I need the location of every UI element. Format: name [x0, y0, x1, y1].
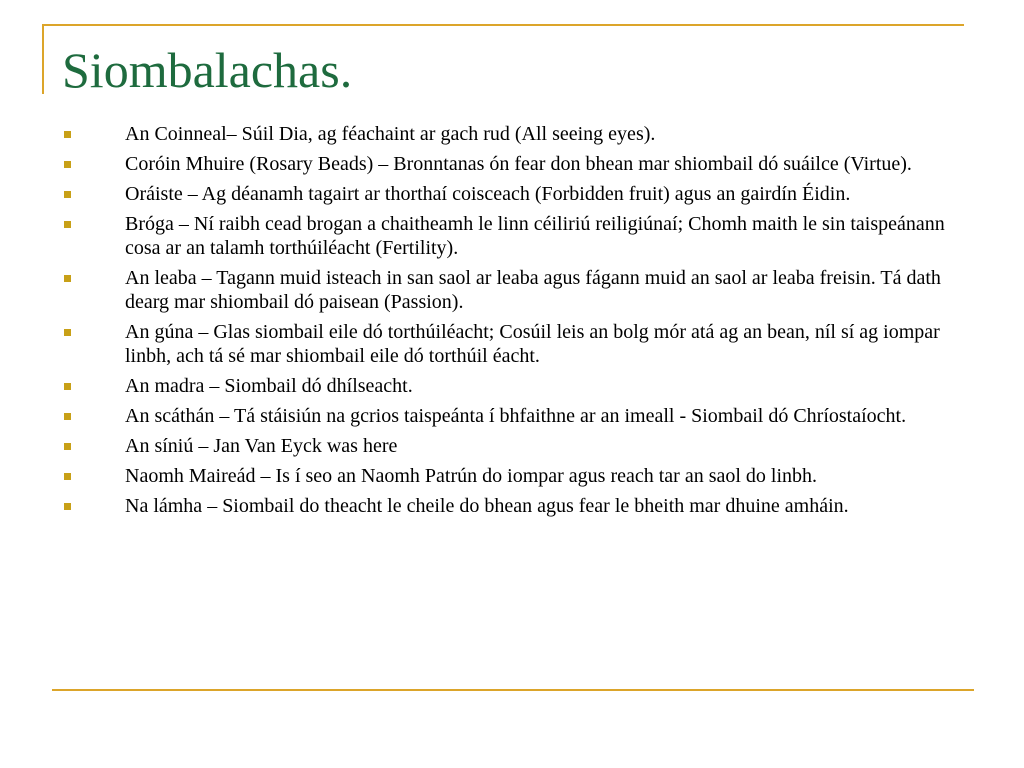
bullet-item	[62, 152, 972, 176]
square-bullet-icon	[64, 275, 71, 282]
square-bullet-icon	[64, 383, 71, 390]
bullet-text: An gúna – Glas siombail eile dó torthúiléacht; Cosúil leis an bolg mór atá ag an bean, níl sí ag iompar linbh, ach tá sé mar shiombail eile dó torthúil éacht.	[125, 321, 940, 367]
square-bullet-icon	[64, 503, 71, 510]
bullet-text: An síniú – Jan Van Eyck was here	[125, 435, 398, 457]
bullet-item	[62, 212, 972, 260]
bullet-text: An Coinneal– Súil Dia, ag féachaint ar gach rud (All seeing eyes).	[125, 123, 656, 145]
bullet-item	[62, 266, 972, 314]
bullet-text: Naomh Maireád – Is í seo an Naomh Patrún do iompar agus reach tar an saol do linbh.	[125, 465, 818, 487]
bullet-text: An madra – Siombail dó dhílseacht.	[125, 375, 413, 397]
square-bullet-icon	[64, 413, 71, 420]
bullet-item	[62, 182, 972, 206]
bullet-item	[62, 464, 972, 488]
bullet-text: Na lámha – Siombail do theacht le cheile do bhean agus fear le bheith mar dhuine amháin.	[125, 495, 849, 517]
bullet-text: An scáthán – Tá stáisiún na gcrios taispeánta í bhfaithne ar an imeall - Siombail dó Chríostaíocht.	[125, 405, 907, 427]
square-bullet-icon	[64, 161, 71, 168]
slide-title: Siombalachas.	[62, 42, 353, 98]
bottom-rule	[52, 689, 974, 691]
bullet-item	[62, 494, 972, 518]
square-bullet-icon	[64, 131, 71, 138]
bullet-text: Oráiste – Ag déanamh tagairt ar thorthaí coisceach (Forbidden fruit) agus an gairdín Éidin.	[125, 183, 851, 205]
bullet-item	[62, 404, 972, 428]
square-bullet-icon	[64, 221, 71, 228]
left-rule	[42, 24, 44, 94]
square-bullet-icon	[64, 329, 71, 336]
top-rule	[42, 24, 964, 26]
square-bullet-icon	[64, 191, 71, 198]
square-bullet-icon	[64, 473, 71, 480]
square-bullet-icon	[64, 443, 71, 450]
bullet-item	[62, 122, 972, 146]
bullet-item	[62, 434, 972, 458]
bullet-text: Coróin Mhuire (Rosary Beads) – Bronntanas ón fear don bhean mar shiombail dó suáilce (Virtue).	[125, 153, 912, 175]
bullet-text: An leaba – Tagann muid isteach in san saol ar leaba agus fágann muid an saol ar leaba freisin. Tá dath dearg mar shiombail dó paisean (Passion).	[125, 267, 941, 313]
bullet-item	[62, 374, 972, 398]
bullet-item	[62, 320, 972, 368]
bullet-list	[62, 122, 972, 524]
bullet-text: Bróga – Ní raibh cead brogan a chaitheamh le linn céiliriú reiligiúnaí; Chomh maith le sin taispeánann cosa ar an talamh torthúiléacht (Fertility).	[125, 213, 945, 259]
